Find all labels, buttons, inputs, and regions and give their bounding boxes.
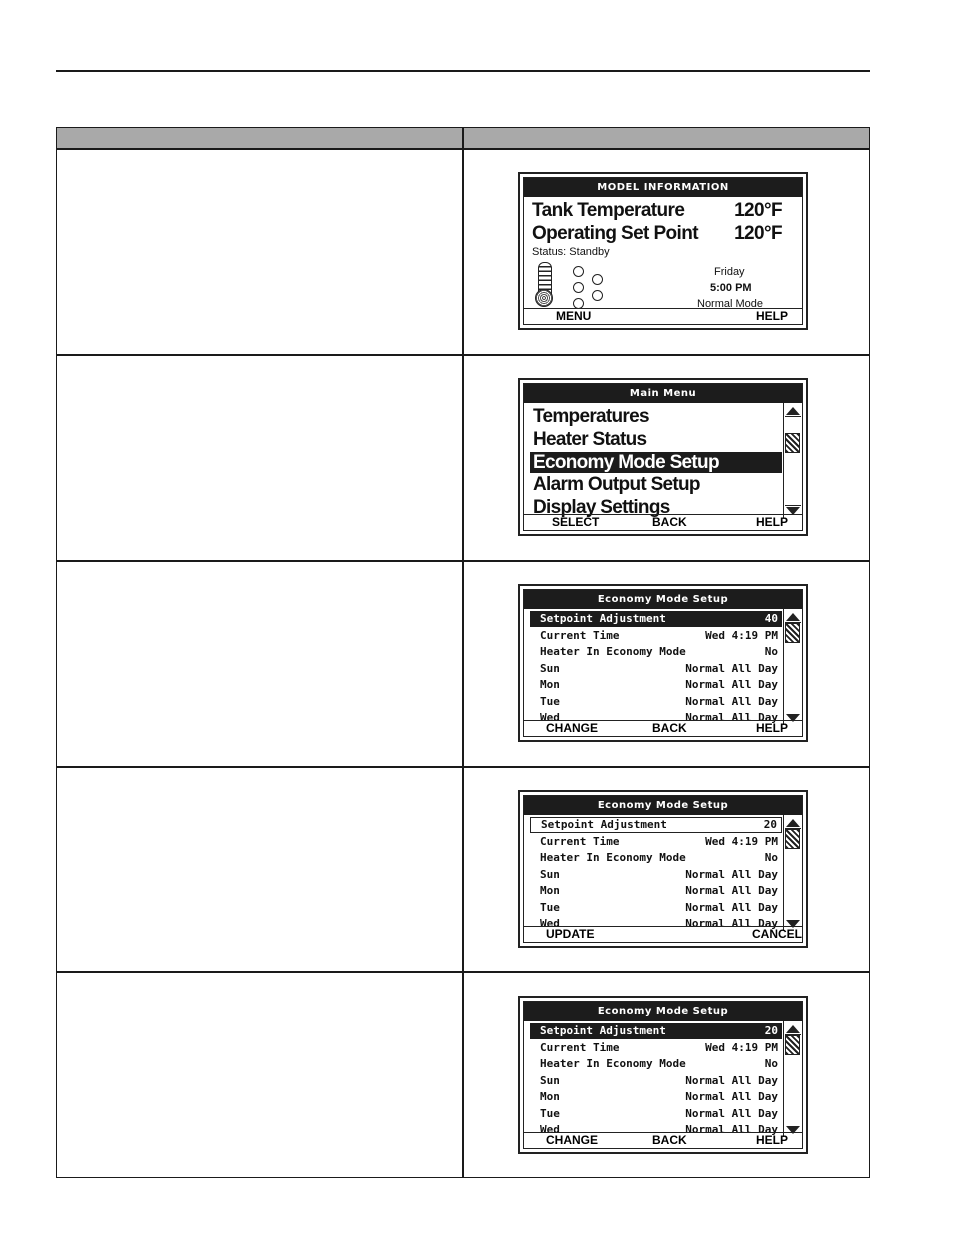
tank-temperature-label: Tank Temperature: [532, 200, 685, 221]
row-value: No: [764, 1057, 778, 1070]
setting-row-sun[interactable]: [530, 1073, 782, 1089]
screen-title: Economy Mode Setup: [524, 796, 802, 815]
row-label: Wed: [540, 1123, 560, 1136]
row-value: Normal All Day: [685, 661, 778, 675]
row-divider: [57, 148, 869, 150]
row-value: Normal All Day: [685, 884, 778, 897]
row-value: Normal All Day: [685, 1090, 778, 1103]
mode-text: Normal Mode: [697, 298, 764, 310]
scrollbar[interactable]: [783, 815, 802, 931]
softkey-change[interactable]: CHANGE: [546, 1133, 599, 1147]
menu-item-economy-mode-setup[interactable]: Economy Mode Setup: [530, 452, 782, 473]
setting-row-current-time[interactable]: [530, 1040, 782, 1056]
row-label: Tue: [540, 694, 560, 708]
thermometer-icon: [538, 262, 552, 302]
setting-row-heater-economy[interactable]: [530, 1056, 782, 1072]
setting-row-current-time[interactable]: [530, 628, 782, 644]
softkey-bar: [524, 1132, 802, 1148]
setting-row-mon[interactable]: [530, 677, 782, 693]
row-label: Mon: [540, 884, 560, 897]
row-label: Mon: [540, 1090, 560, 1103]
day-text: Friday: [714, 266, 745, 278]
softkey-change[interactable]: CHANGE: [546, 721, 599, 735]
row-value: No: [764, 645, 778, 658]
setpoint-edit-field[interactable]: [530, 817, 782, 833]
row-label: Setpoint Adjustment: [540, 612, 666, 625]
scroll-up-arrow-icon[interactable]: [786, 819, 800, 827]
operating-setpoint-value: 120°F: [734, 223, 782, 244]
row-value: 20: [764, 1024, 778, 1037]
row-divider: [57, 971, 869, 973]
setting-row-heater-economy: [530, 850, 782, 866]
row-divider: [57, 354, 869, 356]
row-value: Normal All Day: [685, 917, 778, 930]
row-label: Tue: [540, 900, 560, 914]
setting-row-tue[interactable]: [530, 694, 782, 710]
softkey-bar: [524, 720, 802, 736]
row-label: Tue: [540, 1106, 560, 1120]
row-label: Heater In Economy Mode: [540, 645, 686, 658]
setting-row-setpoint-adjustment[interactable]: [530, 1023, 782, 1039]
status-text: Status: Standby: [532, 246, 610, 258]
tank-temperature-value: 120°F: [734, 200, 782, 221]
menu-item-heater-status[interactable]: Heater Status: [533, 429, 647, 450]
row-value: Normal All Day: [685, 1073, 778, 1087]
row-label: Mon: [540, 678, 560, 691]
row-value: 40: [764, 612, 778, 625]
softkey-bar: [524, 514, 802, 530]
row-divider: [57, 560, 869, 562]
row-value: 20: [763, 818, 777, 831]
row-label: Current Time: [540, 628, 620, 642]
row-value: Wed 4:19 PM: [705, 834, 778, 848]
procedure-table: [56, 127, 870, 1178]
indicator-light-icon: [592, 290, 603, 301]
indicator-light-icon: [592, 274, 603, 285]
scrollbar[interactable]: [783, 609, 802, 725]
operating-setpoint-label: Operating Set Point: [532, 223, 698, 244]
row-value: Normal All Day: [685, 867, 778, 881]
softkey-help[interactable]: HELP: [755, 1133, 788, 1147]
setting-row-setpoint-adjustment[interactable]: [530, 611, 782, 627]
row-value: Normal All Day: [685, 678, 778, 691]
setting-row-tue: [530, 900, 782, 916]
softkey-bar: [524, 308, 802, 324]
setting-row-heater-economy[interactable]: [530, 644, 782, 660]
row-label: Sun: [540, 1073, 560, 1087]
softkey-menu[interactable]: MENU: [556, 309, 592, 323]
scroll-up-arrow-icon[interactable]: [786, 407, 800, 415]
screen-title: Main Menu: [524, 384, 802, 403]
setting-row-mon[interactable]: [530, 1089, 782, 1105]
scroll-up-arrow-icon[interactable]: [786, 613, 800, 621]
lcd-economy-mode-edit: [518, 790, 808, 948]
softkey-back[interactable]: BACK: [652, 721, 687, 735]
row-value: Normal All Day: [685, 1106, 778, 1120]
softkey-select[interactable]: SELECT: [552, 515, 600, 529]
setting-row-sun[interactable]: [530, 661, 782, 677]
table-header-left: [57, 128, 462, 148]
row-value: Normal All Day: [685, 711, 778, 724]
scroll-thumb[interactable]: [785, 433, 800, 453]
row-value: Normal All Day: [685, 694, 778, 708]
indicator-light-icon: [573, 282, 584, 293]
row-value: Normal All Day: [685, 1123, 778, 1136]
setting-row-sun: [530, 867, 782, 883]
setting-row-current-time: [530, 834, 782, 850]
row-label: Sun: [540, 867, 560, 881]
scrollbar[interactable]: [783, 403, 802, 518]
softkey-bar: [524, 926, 802, 942]
row-label: Heater In Economy Mode: [540, 851, 686, 864]
scroll-thumb[interactable]: [785, 1035, 800, 1055]
column-divider: [462, 128, 464, 1177]
softkey-update[interactable]: UPDATE: [546, 927, 595, 941]
setting-row-tue[interactable]: [530, 1106, 782, 1122]
row-value: Wed 4:19 PM: [705, 1040, 778, 1054]
screen-title: MODEL INFORMATION: [524, 178, 802, 197]
softkey-help[interactable]: HELP: [755, 309, 788, 323]
lcd-model-information: [518, 172, 808, 330]
indicator-light-icon: [573, 266, 584, 277]
scroll-up-arrow-icon[interactable]: [786, 1025, 800, 1033]
row-value: Wed 4:19 PM: [705, 628, 778, 642]
row-value: Normal All Day: [685, 900, 778, 914]
softkey-back[interactable]: BACK: [652, 515, 687, 529]
row-label: Current Time: [540, 834, 620, 848]
row-label: Sun: [540, 661, 560, 675]
row-divider: [57, 766, 869, 768]
screen-title: Economy Mode Setup: [524, 1002, 802, 1021]
lcd-main-menu: [518, 378, 808, 536]
menu-item-alarm-output-setup[interactable]: Alarm Output Setup: [533, 474, 700, 495]
table-header-right: [464, 128, 869, 148]
screen-title: Economy Mode Setup: [524, 590, 802, 609]
scroll-thumb[interactable]: [785, 623, 800, 643]
softkey-cancel[interactable]: CANCEL: [752, 927, 802, 941]
time-text: 5:00 PM: [710, 282, 752, 294]
row-value: No: [764, 851, 778, 864]
softkey-help[interactable]: HELP: [755, 721, 788, 735]
row-label: Wed: [540, 711, 560, 724]
softkey-help[interactable]: HELP: [755, 515, 788, 529]
softkey-back[interactable]: BACK: [652, 1133, 687, 1147]
menu-item-display-settings[interactable]: Display Settings: [533, 497, 670, 518]
lcd-economy-mode-setup: [518, 584, 808, 742]
top-rule: [56, 70, 870, 72]
scroll-thumb[interactable]: [785, 829, 800, 849]
row-label: Heater In Economy Mode: [540, 1057, 686, 1070]
row-label: Current Time: [540, 1040, 620, 1054]
lcd-economy-mode-updated: [518, 996, 808, 1154]
setting-row-mon: [530, 883, 782, 899]
row-label: Setpoint Adjustment: [540, 1024, 666, 1037]
row-label: Wed: [540, 917, 560, 930]
row-label: Setpoint Adjustment: [541, 818, 667, 831]
scrollbar[interactable]: [783, 1021, 802, 1137]
menu-item-temperatures[interactable]: Temperatures: [533, 406, 649, 427]
